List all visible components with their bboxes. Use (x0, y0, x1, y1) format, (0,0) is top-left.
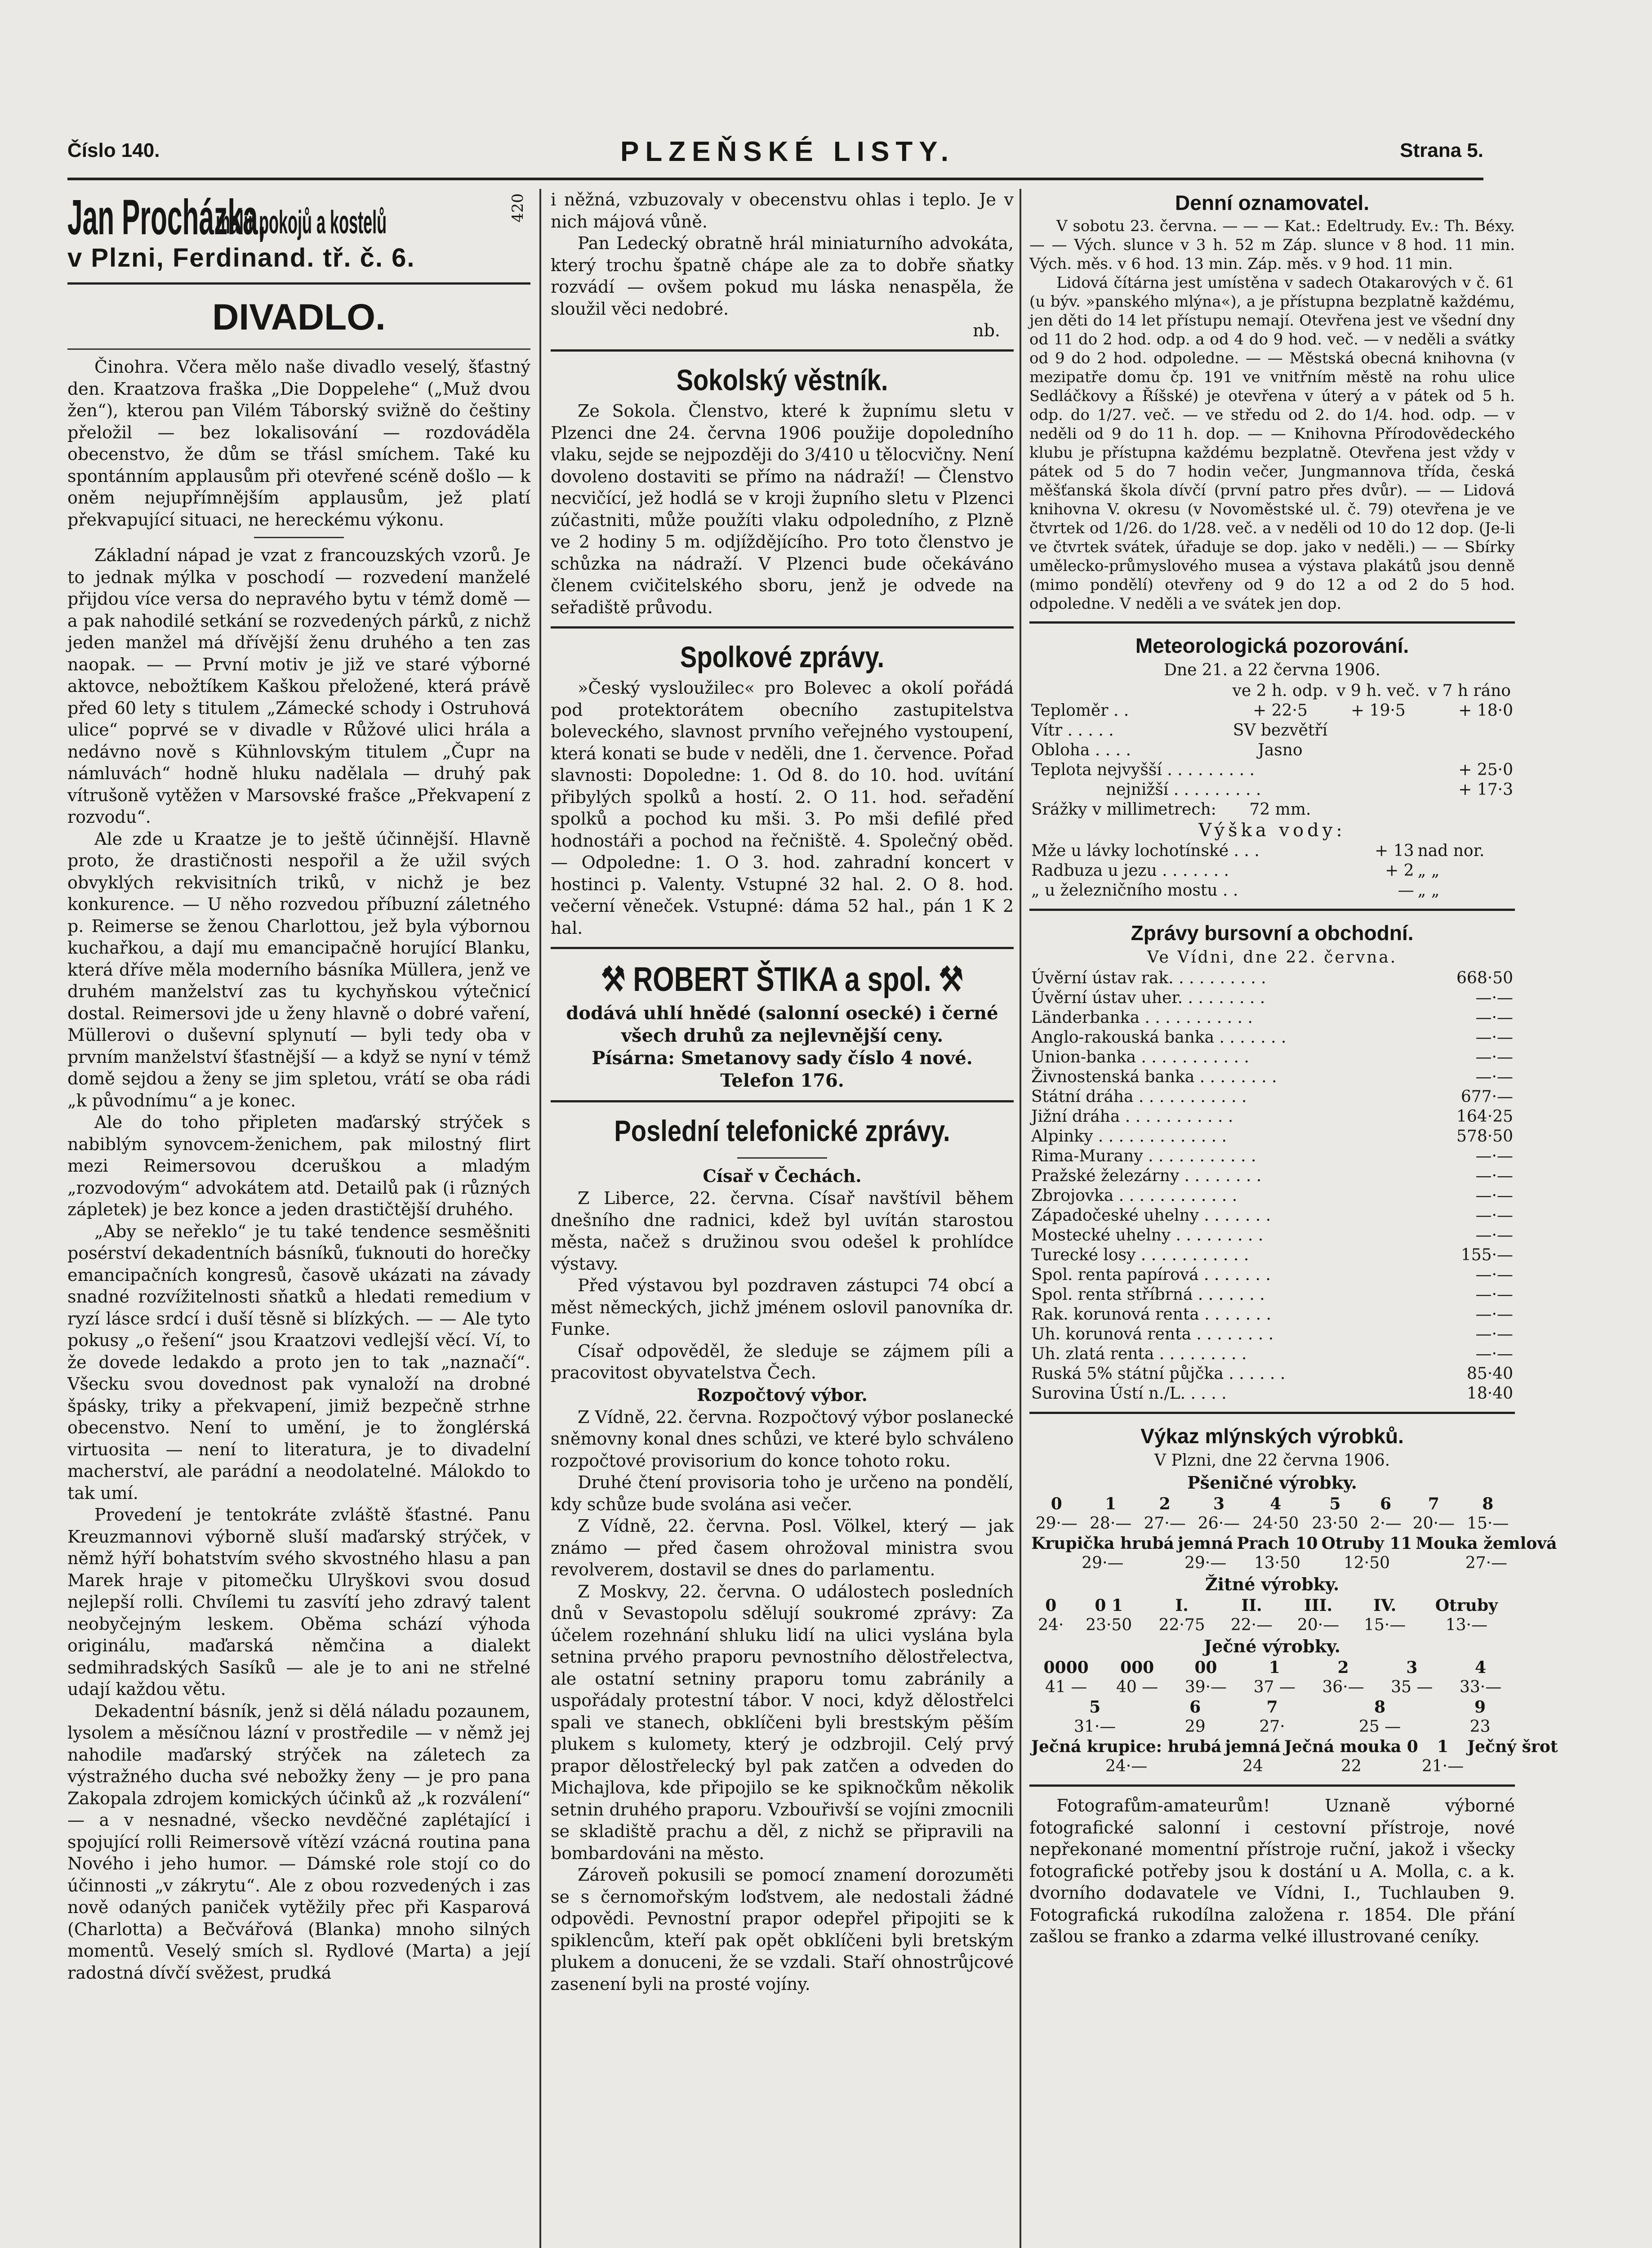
table-cell: Jižní dráha . . . . . . . . . . . (1031, 1107, 1233, 1126)
advert-robert-stika: ⚒ ROBERT ŠTIKA a spol. ⚒ (601, 960, 964, 999)
table-header: Otruby 11 (1321, 1534, 1412, 1553)
table-header: 00 (1194, 1658, 1217, 1677)
table-header: Ječná krupice: hrubá (1031, 1737, 1222, 1756)
paragraph: Druhé čtení provisoria toho je určeno na pondělí, kdy schůze bude svolána asi večer. (551, 1472, 1014, 1514)
table-header: Mouka žemlová (1416, 1534, 1557, 1553)
table-cell: 28·— (1090, 1514, 1132, 1533)
wheat-table-2 (1029, 1534, 1559, 1573)
table-cell: —·— (1475, 1305, 1513, 1324)
advert-prochazka (67, 189, 530, 274)
rule (67, 282, 530, 285)
advert-name: Jan Procházka, (67, 190, 266, 245)
table-cell: 15·— (1467, 1514, 1509, 1533)
table-cell: 20·— (1297, 1616, 1340, 1634)
table-cell: —·— (1475, 989, 1513, 1007)
subheading: Žitné výrobky. (1205, 1574, 1340, 1594)
table-cell: Mostecké uhelny . . . . . . . . . (1031, 1226, 1264, 1244)
table-cell: 23·50 (1086, 1616, 1132, 1634)
subheading: Dne 21. a 22 června 1906. (1164, 661, 1380, 679)
rule (1029, 1784, 1515, 1787)
table-cell: —·— (1475, 1325, 1513, 1343)
table-header-row (1029, 1534, 1559, 1553)
subheading: Ječné výrobky. (1204, 1636, 1340, 1656)
table-row (1029, 1067, 1515, 1087)
table-cell: Spol. renta stříbrná . . . . . . . (1031, 1285, 1265, 1304)
table-row: „ u železničního mostu . . — „ „ (1031, 881, 1440, 900)
table-cell: Turecké losy . . . . . . . . . . . (1031, 1246, 1249, 1264)
table-cell: Union-banka . . . . . . . . . . . (1031, 1048, 1249, 1066)
paragraph: Císař odpověděl, že sleduje se zájmem píli a pracovitost obyvatelstva Čech. (551, 1341, 1014, 1383)
table-cell: 36·— (1322, 1678, 1364, 1696)
table-header: 0 (1051, 1494, 1062, 1513)
table-cell: 13·— (1445, 1616, 1487, 1634)
rule (551, 1100, 1014, 1102)
paragraph: Ze Sokola. Členstvo, které k župnímu sletu v Plzenci dne 24. června 1906 použije dopoledního vlaku, sejde se nejpozději do 3/410 u tělocvičny. Není dovoleno dostaviti se přímo na nádraží! — Členstvo necvičící, jež hodlá se v kroji župního sletu v Plzenci zúčastniti, může použíti vlaku odpoledního, z Plzně ve 2 hodiny 5 m. odjíždějícího. Pro toto členstvo je schůzka na nádraží. V Plzenci bude očekáváno členem cvičitelského sboru, jenž je odvede na seřadiště průvodu. (551, 401, 1014, 617)
page-number: Strana 5. (1400, 139, 1483, 161)
barley-table-2 (1029, 1697, 1515, 1737)
masthead: PLZEŇSKÉ LISTY. (620, 136, 955, 167)
table-header-row (1029, 1697, 1515, 1717)
table-cell: Ruská 5% státní půjčka . . . . . . (1031, 1365, 1286, 1383)
table-row (1029, 1166, 1515, 1186)
table-cell: Uh. korunová renta . . . . . . . . (1031, 1325, 1274, 1343)
paragraph: Dekadentní básník, jenž si dělá náladu pozaunem, lysolem a měsíčnou lázní v prostředile — v němž jej nahodile maďarský strýček na záletech za výstražného ducha své nebožky ženy — je pro pana Zakopala zdrojem komických účinků až „k rozválení“ — a v nesnadné, všecko nevděčné zaplétající i spojující rolli Reimersově vítězí vzácná routina pana Nového i jeho humor. — Dámské role stojí co do účinnosti „v zákrytu“. Ale z obou rozvedených i zas nově odaných paniček vytěžily přec při Kasparová (Charlotta) a Bečvářová (Blanka) mnoho silných momentů. Veselý smích sl. Rydlové (Marta) a její radostná dívčí svěžest, prudká (67, 1701, 530, 1983)
table-header: jemná (1225, 1737, 1281, 1756)
paragraph: Před výstavou byl pozdraven zástupci 74 obcí a měst německých, jichž jménem oslovil panovníka dr. Funke. (551, 1276, 1014, 1339)
table-header: 7 (1428, 1494, 1439, 1513)
table-row (1029, 1384, 1515, 1404)
meteo-table (1029, 681, 1515, 820)
table-cell: 18·40 (1466, 1384, 1513, 1403)
section-title-bursa: Zprávy bursovní a obchodní. (1131, 921, 1414, 945)
table-header: Prach 10 (1237, 1534, 1318, 1553)
table-cell: 29·— (1184, 1554, 1227, 1572)
table-cell: 23·50 (1312, 1514, 1358, 1533)
table-cell: 155·— (1461, 1246, 1513, 1264)
table-row (1029, 1087, 1515, 1107)
table-header-row (1029, 1658, 1515, 1677)
table-row: Obloha . . . . Jasno (1031, 741, 1303, 759)
table-header: 0 1 (1095, 1596, 1123, 1615)
table-cell: 677·— (1461, 1088, 1513, 1106)
table-header: 4 (1270, 1494, 1282, 1513)
rye-table (1029, 1596, 1515, 1635)
subheading: Výška vody: (1198, 820, 1346, 841)
table-cell: 33·— (1459, 1678, 1502, 1696)
table-cell: 20·— (1412, 1514, 1455, 1533)
table-header: 5 (1089, 1698, 1101, 1717)
paragraph: Ale do toho připleten maďarský strýček s nabiblým synovcem-ženichem, pak milostný flirt mezi Reimersovou dceruškou a mladým „rozvodovým“ advokátem atd. Detailů pak (i různých zápletek) je bez konce a jeden drastičtější druhého. (67, 1112, 530, 1219)
table-cell: 13·50 (1254, 1554, 1300, 1572)
subheading: Císař v Čechách. (703, 1166, 862, 1186)
table-row: Teplota nejvyšší . . . . . . . . . + 25·0 (1031, 761, 1513, 779)
table-cell: Länderbanka . . . . . . . . . . . (1031, 1008, 1253, 1027)
table-row (1029, 1677, 1515, 1697)
table-row (1029, 1206, 1515, 1226)
table-header: 3 (1213, 1494, 1225, 1513)
table-cell: Úvěrní ústav rak. . . . . . . . . . (1031, 969, 1266, 987)
paragraph: Z Liberce, 22. června. Císař navštívil během dnešního dne radnici, kdež byl uvítán starostou města, načež s družinou svou odešel k prohlídce výstavy. (551, 1188, 1014, 1274)
section-title-meteo: Meteorologická pozorování. (1135, 634, 1409, 657)
column-divider (539, 189, 541, 2248)
table-header: III. (1304, 1596, 1333, 1615)
table-row (1029, 968, 1515, 988)
table-header: 7 (1266, 1698, 1278, 1717)
table-cell: Zbrojovka . . . . . . . . . . . . (1031, 1186, 1238, 1205)
subheading: Ve Vídni, dne 22. června. (1147, 948, 1398, 967)
paragraph: Zároveň pokusili se pomocí znamení dorozuměti se s černomořským loďstvem, ale nedostali žádné odpovědi. Pevnostní prapor odepřel připojiti se k spiklencům, kteří pak opět obklíčeni byli bretským plukem a donuceni, že se vzdali. Staří ohnostrůjcové zasenení byli na prosté vojíny. (551, 1865, 1014, 1994)
section-title-spolkove: Spolkové zprávy. (680, 640, 885, 674)
paragraph: V sobotu 23. června. — — — Kat.: Edeltrudy. Ev.: Th. Béxy. — — Vých. slunce v 3 h. 52 m Záp. slunce v 8 hod. 11 min. Vých. měs. v 6 hod. 13 min. Záp. měs. v 9 hod. 11 min. (1029, 217, 1515, 273)
stock-table (1029, 968, 1515, 1404)
table-row: Srážky v millimetrech: 72 mm. (1031, 800, 1311, 819)
table-row (1029, 1305, 1515, 1325)
paragraph: Z Vídně, 22. června. Posl. Völkel, který — jak známo — před časem ohrožoval ministra svou revolverem, dostavil se dnes do parlamentu. (551, 1516, 1014, 1579)
table-cell: 29·— (1082, 1554, 1124, 1572)
table-header: 1 (1269, 1658, 1280, 1677)
paragraph: Provedení je tentokráte zvláště šťastné. Panu Kreuzmannovi výborně sluší maďarský strýček, v němž hýří bohatstvím svého skvostného hlasu a pan Marek hraje v pitomečku Ulryškovi svou dosud nejlepší rolli. Chvílemi tu zasvítí jeho zdravý talent neobyčejným leskem. Oběma schází výhoda originálu, maďarská němčina a dialekt sedmihradských Sasíků — ale je to ani ne střelné udají každou větu. (67, 1505, 530, 1699)
table-cell: 26·— (1198, 1514, 1240, 1533)
table-row: Teploměr . . + 22·5 + 19·5 + 18·0 (1031, 701, 1513, 720)
table-cell: 2·— (1370, 1514, 1402, 1533)
table-header: 8 (1374, 1698, 1386, 1717)
rule (254, 537, 344, 538)
table-row (1029, 1615, 1515, 1635)
table-header-row (1029, 1737, 1559, 1757)
subheading: Pšeničné výrobky. (1187, 1472, 1357, 1493)
table-cell: 27· (1259, 1717, 1285, 1736)
table-header-row (1029, 1596, 1515, 1615)
table-row (1029, 988, 1515, 1008)
paragraph: Lidová čítárna jest umístěna v sadech Otakarových v č. 61 (u býv. »panského mlýna«), a je přístupna bezplatně každému, jen děti do 14 let přístupu nemají. Otevřena jest ve všední dny od 11 do 2 hod. odp. a od 4 do 9 hod. več. — v neděli a svátky od 9 do 2 hod. odpoledne. — — Městská obecná knihovna (v mezipatře domu čp. 191 ve vnitřním městě na rohu ulice Sedláčkovy a Říšské) je otevřena v úterý a v pátek od 5 h. odp. do 1/27. več. — ve středu od 2. do 1/4. hod. odp. — v neděli od 9 do 11 h. dop. — — Knihovna Přírodovědeckého klubu je přístupna každému bezplatně. Otevřena jest vždy v pátek od 5 do 7 hodin večer, Jungmannova třída, česká měšťanská škola dívčí (první patro přes dvůr). — — Lidová knihovna V. okresu (v Novoměstské ul. č. 79) otevřena je ve čtvrtek od 1/26. do 1/28. več. a v neděli od 10 do 12 dop. (Je-li ve čtvrtek svátek, úřaduje se dop. jako v neděli.) — — Sbírky umělecko-průmyslového musea a výstava plakátů jsou denně (mimo pondělí) otevřeny od 9 do 12 a od 2 do 5 hod. odpoledne. V neděli a ve svátek jen dop. (1029, 274, 1515, 613)
table-header: 000 (1120, 1658, 1154, 1677)
table-header: v 9 h. več. (1336, 682, 1420, 700)
wheat-table (1029, 1494, 1515, 1534)
table-cell: 85·40 (1466, 1365, 1513, 1383)
table-header: v 7 h ráno (1428, 682, 1511, 700)
table-header-row (1029, 681, 1515, 701)
table-header: 6 (1189, 1698, 1201, 1717)
rule (551, 947, 1014, 949)
table-row: Radbuza u jezu . . . . . . . + 2 „ „ (1031, 861, 1440, 880)
table-cell: Uh. zlatá renta . . . . . . . . . (1031, 1345, 1247, 1363)
table-cell: 22·75 (1158, 1616, 1205, 1634)
section-title-sokol: Sokolský věstník. (676, 363, 888, 397)
table-cell: 31·— (1074, 1717, 1116, 1736)
table-cell: Anglo-rakouská banka . . . . . . . (1031, 1028, 1287, 1047)
table-cell: Surovina Ústí n./L. . . . . (1031, 1384, 1227, 1403)
table-cell: —·— (1475, 1285, 1513, 1304)
table-row (1029, 1553, 1559, 1573)
table-row (1029, 1717, 1515, 1737)
table-header: 6 (1380, 1494, 1392, 1513)
rule (551, 626, 1014, 629)
section-title-vykaz: Výkaz mlýnských výrobků. (1140, 1424, 1404, 1448)
table-cell: 27·— (1465, 1554, 1508, 1572)
paragraph: „Aby se neřeklo“ je tu také tendence sesměšniti posérství dekadentních básníků, ťuknouti do horečky emancipačních kongresů, časově ukázati na závady snadné rozvížitelnosti sňatků a hledati remedium v ryzí lásce srdcí i duší těsně si blízkých. — — Ale tyto pokusy „o řešení“ jsou Kraatzovi vedlejší věcí. Ví, to že dovede ledakdo a proto jen to tak „naznačí“. Všecku svou dovednost pak vynaloží na drobné špásky, triky a překvapení, jimiž bezpečně strhne obecenstvo. Není to umění, je to žonglérská virtuosita — není to literatura, je to divadelní macherství, ale parádní a neodolatelné. Málokdo to tak umí. (67, 1221, 530, 1503)
table-cell: Západočeské uhelny . . . . . . . (1031, 1206, 1271, 1225)
table-row (1029, 1344, 1515, 1364)
advert-code: 420 (509, 193, 527, 223)
table-cell: Úvěrní ústav uher. . . . . . . . . (1031, 989, 1265, 1007)
table-cell: 164·25 (1456, 1107, 1513, 1126)
table-row (1029, 1757, 1559, 1776)
paragraph: i něžná, vzbuzovaly v obecenstvu ohlas i teplo. Je v nich májová vůně. (551, 190, 1014, 232)
table-header: 3 (1406, 1658, 1418, 1677)
table-cell: —·— (1475, 1266, 1513, 1284)
table-header: Ječný šrot (1467, 1737, 1558, 1756)
table-cell: 22·— (1230, 1616, 1273, 1634)
paragraph: Ale zde u Kraatze je to ještě účinnější. Hlavně proto, že drastičnosti nespořil a že užil svých obvyklých rekvisitních triků, v nichž je bez konkurence. — U něho rozvedou příbuzní záletného p. Reimerse se ženou Charlottou, jež byla výbornou kuchařkou, a dají mu emancipačně horující Blanku, která dříve měla moderního básníka Müllera, jenž ve druhém manželství zas tu kychyňskou výtečnicí dostal. Reimersovi jde u ženy hlavně o dobré vaření, Müllerovi o duševní splynutí — byli tedy oba v prvním manželství šťastnější — a když se nyní v témž domě sejdou a ženy se jim spletou, vrátí se oba rádi „k původnímu“ a je konec. (67, 829, 530, 1111)
table-row (1029, 1325, 1515, 1344)
table-row: Mže u lávky lochotínské . . . + 13 nad nor. (1031, 842, 1485, 860)
rule (67, 348, 530, 350)
table-cell: —·— (1475, 1206, 1513, 1225)
table-row (1029, 1008, 1515, 1028)
rule (737, 1157, 827, 1159)
table-cell: —·— (1475, 1167, 1513, 1185)
table-cell: —·— (1475, 1068, 1513, 1086)
table-row: Vítr . . . . . SV bezvětří (1031, 721, 1328, 740)
table-header: II. (1241, 1596, 1262, 1615)
table-cell: 23 (1469, 1717, 1491, 1736)
table-cell: Spol. renta papírová . . . . . . . (1031, 1266, 1271, 1284)
water-table (1029, 841, 1515, 901)
table-cell: Alpinky . . . . . . . . . . . . . (1031, 1127, 1227, 1146)
table-cell: 40 — (1116, 1678, 1158, 1696)
table-cell: 25 — (1358, 1717, 1401, 1736)
rule (1029, 1412, 1515, 1414)
table-cell: 24· (1038, 1616, 1064, 1634)
paragraph: Z Moskvy, 22. června. O událostech posledních dnů v Sevastopolu sdělují soukromé zprávy: Za účelem rozehnání shluku lidí na ulici vyslána byla setnina prvého praporu pevnostního dělostřelectva, ale ostatní setniny praporu tomu zabránily a uspořádaly protestní tábor. V noci, když dělostřelci spali ve stanech, obklíčeni byli brestským pěším plukem s kulomety, který je odzbrojil. Celý prvý prapor dělostřelecký byl pak zatčen a odveden do Michajlova, kde připojilo se ke spiknočkům několik setnin druhého praporu. Vzbouřivší se vojíni zmocnili se skladiště prachu a děl, z nichž se připravili na bombardováni na město. (551, 1581, 1014, 1863)
table-header-row (1029, 1494, 1515, 1514)
rule (1029, 909, 1515, 911)
paragraph: Pan Ledecký obratně hrál miniaturního advokáta, který trochu špatně chápe ale za to dobře sňatky rozvádí — ovšem pokud mu láska nenaspěla, že sloužil věci nedobré. (551, 233, 1014, 319)
advert-text: Telefon 176. (720, 1070, 844, 1091)
table-cell: —·— (1475, 1226, 1513, 1244)
column-3 (1029, 189, 1558, 2248)
table-row (1029, 1186, 1515, 1206)
table-cell: Státní dráha . . . . . . . . . . . (1031, 1088, 1247, 1106)
table-cell: Živnostenská banka . . . . . . . . (1031, 1068, 1277, 1086)
table-cell: 37 — (1253, 1678, 1296, 1696)
table-row (1029, 1514, 1515, 1534)
subheading: V Plzni, dne 22 června 1906. (1154, 1451, 1390, 1470)
table-cell: 27·— (1144, 1514, 1186, 1533)
table-cell: 668·50 (1456, 969, 1513, 987)
table-cell: —·— (1475, 1147, 1513, 1165)
advert-address: v Plzni, Ferdinand. tř. č. 6. (67, 243, 415, 272)
paragraph: Z Vídně, 22. června. Rozpočtový výbor poslanecké sněmovny konal dnes schůzi, ve které bylo schváleno rozpočtové provisorium do konce tohoto roku. (551, 1407, 1014, 1471)
table-cell: 35 — (1391, 1678, 1433, 1696)
header-rule (67, 178, 1483, 180)
table-header: 0000 (1043, 1658, 1089, 1677)
signature: nb. (973, 321, 1000, 340)
table-cell: 22 (1340, 1757, 1362, 1775)
table-cell: 15·— (1363, 1616, 1406, 1634)
table-header: Ječná mouka 0 (1284, 1737, 1418, 1756)
table-header: 9 (1474, 1698, 1486, 1717)
table-cell: —·— (1475, 1186, 1513, 1205)
table-cell: 24·— (1105, 1757, 1148, 1775)
table-row (1029, 1226, 1515, 1245)
table-row (1029, 1107, 1515, 1127)
column-1 (67, 189, 530, 2248)
table-cell: 578·50 (1456, 1127, 1513, 1146)
table-cell: —·— (1475, 1008, 1513, 1027)
table-header: 1 (1437, 1737, 1448, 1756)
table-header: jemná (1177, 1534, 1233, 1553)
table-cell: 39·— (1184, 1678, 1227, 1696)
issue-number: Číslo 140. (67, 139, 160, 161)
table-cell: —·— (1475, 1028, 1513, 1047)
table-row (1029, 1265, 1515, 1285)
table-header: 4 (1475, 1658, 1487, 1677)
table-cell: 21·— (1421, 1757, 1464, 1775)
paragraph: Základní nápad je vzat z francouzských vzorů. Je to jednak mýlka v poschodí — rozvedení manželé přijdou více versa do nepravého bytu v témž domě — a pak nahodilé setkání se rozvedených párků, z nichž jeden manžel má dřívější ženu druhého a ten zas naopak. — — První motiv je již ve staré výborné aktovce, nebožtíkem Kaškou přeložené, která právě před 60 lety s titulem „Zámecké schody i Ostruhová ulice“ poprvé se v divadle v Růžové ulici hrála a nedávno nově s Kühnlovským titulem „Čupr na námluvách“ hodně hluku nadělala — druhý pak vítrušoně vytěžen v Marsovské frašce „Překvapení z rozvodu“. (67, 545, 530, 827)
table-header: 5 (1329, 1494, 1341, 1513)
table-header: I. (1175, 1596, 1189, 1615)
table-cell: Rima-Murany . . . . . . . . . . . (1031, 1147, 1256, 1165)
column-divider (1020, 189, 1021, 2248)
section-title-telefon: Poslední telefonické zprávy. (614, 1114, 950, 1147)
barley-table-3 (1029, 1737, 1559, 1776)
table-cell: —·— (1475, 1048, 1513, 1066)
advert-text: Písárna: Smetanovy sady číslo 4 nové. (592, 1048, 973, 1069)
advert-trade: malíř pokojů a kostelů (216, 205, 387, 241)
barley-table (1029, 1658, 1515, 1697)
column-2 (551, 189, 1014, 2248)
table-cell: 12·50 (1343, 1554, 1390, 1572)
table-row (1029, 1146, 1515, 1166)
paragraph: Činohra. Včera mělo naše divadlo veselý, šťastný den. Kraatzova fraška „Die Doppelehe“ („Muž dvou žen“), kterou pan Vilém Táborský svižně do češtiny přeložil — bez lokalisování — rozdováděla obecenstvo, že dům se třásl smíchem. Také ku spontánním applausům při otevřené scéně došlo — k oněm nejupřímnějším applausům, jež platí překvapující situaci, ne hereckému výkonu. (67, 357, 530, 530)
subheading: Rozpočtový výbor. (697, 1384, 868, 1405)
table-header: 2 (1337, 1658, 1349, 1677)
table-cell: 24·50 (1252, 1514, 1299, 1533)
table-header: 1 (1105, 1494, 1117, 1513)
paragraph: Fotografům-amateurům! Uznaně výborné fotografické salonní i cestovní přístroje, nové nepřekonané momentní přístroje ruční, jakož i všecky fotografické potřeby jsou k dostání u A. Molla, c. a k. dvorního dodavatele ve Vídni, I., Tuchlauben 9. Fotografická rukodílna založena r. 1854. Dle přání zašlou se franko a zdarma velké illustrované ceníky. (1029, 1796, 1515, 1946)
page-header (67, 136, 1483, 175)
table-cell: —·— (1475, 1345, 1513, 1363)
table-cell: 24 (1242, 1757, 1263, 1775)
table-header: IV. (1373, 1596, 1397, 1615)
paragraph: »Český vysloužilec« pro Bolevec a okolí pořádá pod protektorátem obecního zastupitelstva bolevеckého, slavnost prvního veřejného vystoupení, která konati se bude v neděli, dne 1. července. Pořad slavnosti: Dopoledne: 1. Od 8. do 10. hod. uvítání přibylých spolků a hostí. 2. O 11. hod. seřadění spolků a pochod ku mši. 3. Po mši defilé před hodnostáři a pochod na řečniště. 4. Společný oběd. — Odpoledne: 1. O 3. hod. zahradní koncert v hostinci p. Valenty. Vstupné 32 hal. 2. O 8. hod. večerní věneček. Vstupné: dáma 52 hal., pán 1 K 2 hal. (551, 678, 1014, 938)
table-cell: 29 (1184, 1717, 1206, 1736)
table-header: Krupička hrubá (1031, 1534, 1174, 1553)
table-row (1029, 1048, 1515, 1067)
section-title-denni: Denní oznamovatel. (1175, 191, 1369, 214)
section-title-divadlo: DIVADLO. (212, 297, 386, 338)
advert-name: ROBERT ŠTIKA a spol. (633, 960, 931, 999)
table-cell: 29·— (1035, 1514, 1078, 1533)
table-header: 0 (1045, 1596, 1057, 1615)
table-header: 8 (1482, 1494, 1494, 1513)
table-row (1029, 1245, 1515, 1265)
table-row (1029, 1285, 1515, 1305)
advert-text: dodává uhlí hnědé (salonní osecké) i černé všech druhů za nejlevnější ceny. (566, 1003, 998, 1046)
table-row (1029, 1127, 1515, 1146)
table-cell: Rak. korunová renta . . . . . . . (1031, 1305, 1271, 1324)
rule (1029, 621, 1515, 624)
table-cell: 41 — (1045, 1678, 1087, 1696)
table-cell (1465, 1757, 1559, 1776)
table-cell: Pražské železárny . . . . . . . . (1031, 1167, 1262, 1185)
table-header: Otruby (1435, 1596, 1498, 1615)
table-row (1029, 1364, 1515, 1384)
rule (551, 349, 1014, 352)
table-header: 2 (1159, 1494, 1171, 1513)
table-header: ve 2 h. odp. (1232, 682, 1328, 700)
table-row (1029, 1028, 1515, 1048)
table-row: nejnižší . . . . . . . . . + 17·3 (1106, 781, 1513, 799)
